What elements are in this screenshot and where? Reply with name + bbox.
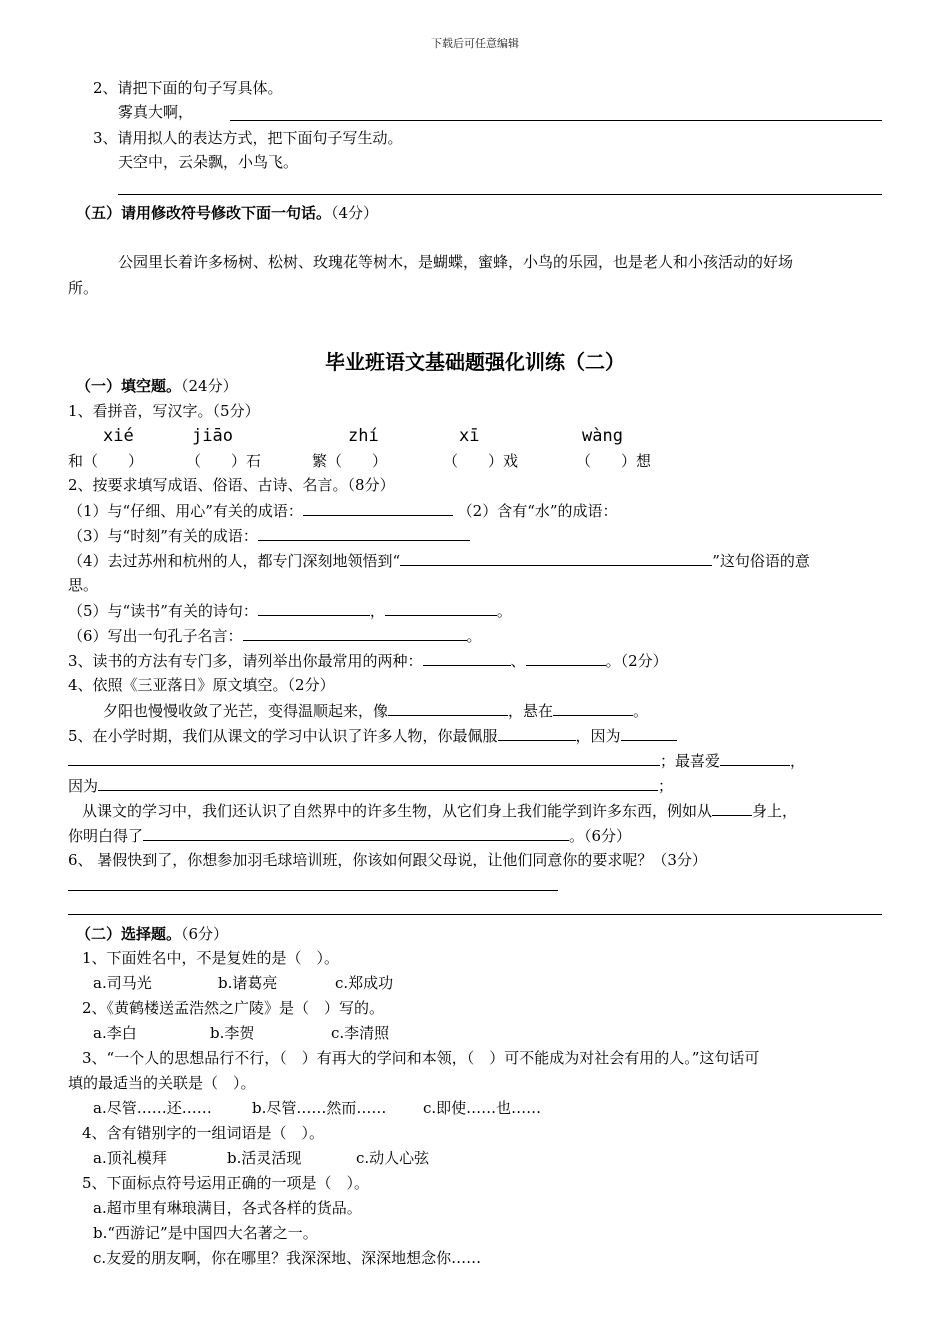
- s1-q2: 2、按要求填写成语、俗语、古诗、名言。（8分）: [68, 476, 395, 494]
- s1-q3-score: 。（2分）: [605, 652, 668, 670]
- answer-line: [230, 120, 882, 121]
- page-title: 毕业班语文基础题强化训练（二）: [325, 350, 625, 374]
- section-1-heading: （一）填空题。: [76, 377, 182, 395]
- word-4: （ ）戏: [443, 452, 519, 470]
- s1-q4: 4、依照《三亚落日》原文填空。（2分）: [68, 676, 335, 694]
- s2-q4: 4、含有错别字的一组词语是（ ）。: [82, 1124, 325, 1142]
- s2-q5: 5、下面标点符号运用正确的一项是（ ）。: [82, 1174, 370, 1192]
- s1-q5-learned: 你明白得了: [68, 827, 144, 845]
- s1-q5-like: ；最喜爱: [660, 752, 721, 770]
- s1-q2-6: （6）写出一句孔子名言：: [68, 627, 243, 645]
- s2-q3-opt-b: b.尽管……然而……: [252, 1099, 387, 1117]
- s1-q2-5: （5）与“读书”有关的诗句：: [68, 602, 258, 620]
- s1-q2-4-tail: ”这句俗语的意: [712, 552, 810, 570]
- s2-q5-opt-b: b.“西游记”是中国四大名著之一。: [93, 1224, 318, 1242]
- s1-q1: 1、看拼音，写汉字。（5分）: [68, 402, 260, 420]
- s2-q1-opt-a: a.司马光: [93, 974, 152, 992]
- s2-q3-opt-c: c.即使……也……: [423, 1099, 542, 1117]
- answer-line: [68, 914, 882, 915]
- comma: ，: [369, 602, 385, 620]
- pinyin-5: wàng: [582, 426, 623, 446]
- answer-blank: [68, 750, 660, 766]
- answer-blank: [385, 600, 497, 616]
- separator: 、: [510, 652, 526, 670]
- prev-q2: 2、请把下面的句子写具体。: [93, 79, 283, 97]
- s1-q2-4-cont: 思。: [68, 576, 99, 594]
- section-5-score: （4分）: [331, 204, 379, 222]
- answer-blank: [400, 550, 712, 566]
- s2-q2-opt-b: b.李贺: [210, 1024, 255, 1042]
- s2-q3-opt-a: a.尽管……还……: [93, 1099, 212, 1117]
- s1-q5-because: ，因为: [575, 727, 621, 745]
- section-5-text: 公园里长着许多杨树、松树、玫瑰花等树木，是蝴蝶，蜜蜂，小鸟的乐园，也是老人和小孩活动的好场: [118, 253, 794, 271]
- s2-q3-cont: 填的最适当的关联是（ ）。: [68, 1074, 256, 1092]
- s1-q3: 3、读书的方法有专门多，请列举出你最常用的两种：: [68, 652, 423, 670]
- word-1: 和（ ）: [68, 452, 144, 470]
- answer-blank: [720, 750, 790, 766]
- comma: ，: [790, 752, 806, 770]
- answer-blank: [258, 525, 470, 541]
- s2-q4-opt-a: a.顶礼模拜: [93, 1149, 167, 1167]
- answer-blank: [388, 700, 508, 716]
- s2-q1: 1、下面姓名中，不是复姓的是（ ）。: [82, 949, 340, 967]
- s1-q2-2: （2）含有“水”的成语：: [457, 502, 618, 520]
- word-5: （ ）想: [576, 452, 652, 470]
- section-5-heading: （五）请用修改符号修改下面一句话。: [76, 204, 332, 222]
- s1-q5-score: 。（6分）: [569, 827, 632, 845]
- prev-q2-line: 雾真大啊，: [118, 103, 194, 121]
- s2-q2: 2、《黄鹤楼送孟浩然之广陵》是（ ）写的。: [82, 999, 385, 1017]
- section-2-score: （6分）: [181, 925, 229, 943]
- s1-q2-3: （3）与“时刻”有关的成语：: [68, 527, 258, 545]
- answer-blank: [423, 650, 511, 666]
- pinyin-3: zhí: [348, 426, 379, 446]
- answer-blank: [303, 500, 453, 516]
- answer-blank: [258, 600, 370, 616]
- word-2: （ ）石: [186, 452, 262, 470]
- s1-q2-4: （4）去过苏州和杭州的人，都专门深刻地领悟到“: [68, 552, 401, 570]
- s2-q5-opt-a: a.超市里有琳琅满目，各式各样的货品。: [93, 1199, 362, 1217]
- page-header: 下载后可任意编辑: [431, 37, 519, 50]
- period: 。: [496, 602, 512, 620]
- answer-blank: [526, 650, 606, 666]
- s1-q4-text-2: ，悬在: [508, 702, 554, 720]
- answer-blank: [621, 725, 677, 741]
- s2-q3: 3、“一个人的思想品行不行，（ ）有再大的学问和本领，（ ）可不能成为对社会有用的人。”这句话可: [82, 1049, 760, 1067]
- s1-q2-1: （1）与“仔细、用心”有关的成语：: [68, 502, 303, 520]
- answer-blank: [553, 700, 633, 716]
- answer-blank: [243, 625, 467, 641]
- s2-q4-opt-c: c.动人心弦: [356, 1149, 430, 1167]
- answer-line: [118, 194, 882, 195]
- period: 。: [466, 627, 482, 645]
- semicolon: ；: [658, 777, 674, 795]
- pinyin-4: xī: [459, 426, 480, 446]
- prev-q3: 3、请用拟人的表达方式，把下面句子写生动。: [93, 129, 403, 147]
- pinyin-1: xié: [103, 426, 134, 446]
- word-3: 繁（ ）: [312, 452, 388, 470]
- s1-q6: 6、 暑假快到了，你想参加羽毛球培训班，你该如何跟父母说，让他们同意你的要求呢？（3分）: [68, 851, 707, 869]
- section-2-heading: （二）选择题。: [76, 925, 182, 943]
- answer-blank: [498, 725, 576, 741]
- answer-line: [68, 890, 558, 891]
- prev-q3-line: 天空中，云朵飘，小鸟飞。: [118, 153, 299, 171]
- s1-q5: 5、在小学时期，我们从课文的学习中认识了许多人物，你最佩服: [68, 727, 498, 745]
- section-5-text-cont: 所。: [68, 279, 99, 297]
- s2-q5-opt-c: c.友爱的朋友啊，你在哪里？我深深地、深深地想念你……: [93, 1249, 482, 1267]
- period: 。: [633, 702, 649, 720]
- s2-q2-opt-c: c.李清照: [331, 1024, 390, 1042]
- s2-q2-opt-a: a.李白: [93, 1024, 137, 1042]
- pinyin-2: jiāo: [192, 426, 233, 446]
- s1-q4-text: 夕阳也慢慢收敛了光芒，变得温顺起来，像: [103, 702, 389, 720]
- answer-blank: [712, 800, 752, 816]
- answer-blank: [143, 825, 569, 841]
- answer-blank: [98, 775, 658, 791]
- s2-q1-opt-c: c.郑成功: [335, 974, 394, 992]
- section-1-score: （24分）: [181, 377, 238, 395]
- s2-q4-opt-b: b.活灵活现: [227, 1149, 302, 1167]
- s2-q1-opt-b: b.诸葛亮: [218, 974, 278, 992]
- s1-q5-nature: 从课文的学习中，我们还认识了自然界中的许多生物，从它们身上我们能学到许多东西，例如从: [82, 802, 713, 820]
- s1-q5-nature-tail: 身上，: [752, 802, 798, 820]
- s1-q5-because-2: 因为: [68, 777, 99, 795]
